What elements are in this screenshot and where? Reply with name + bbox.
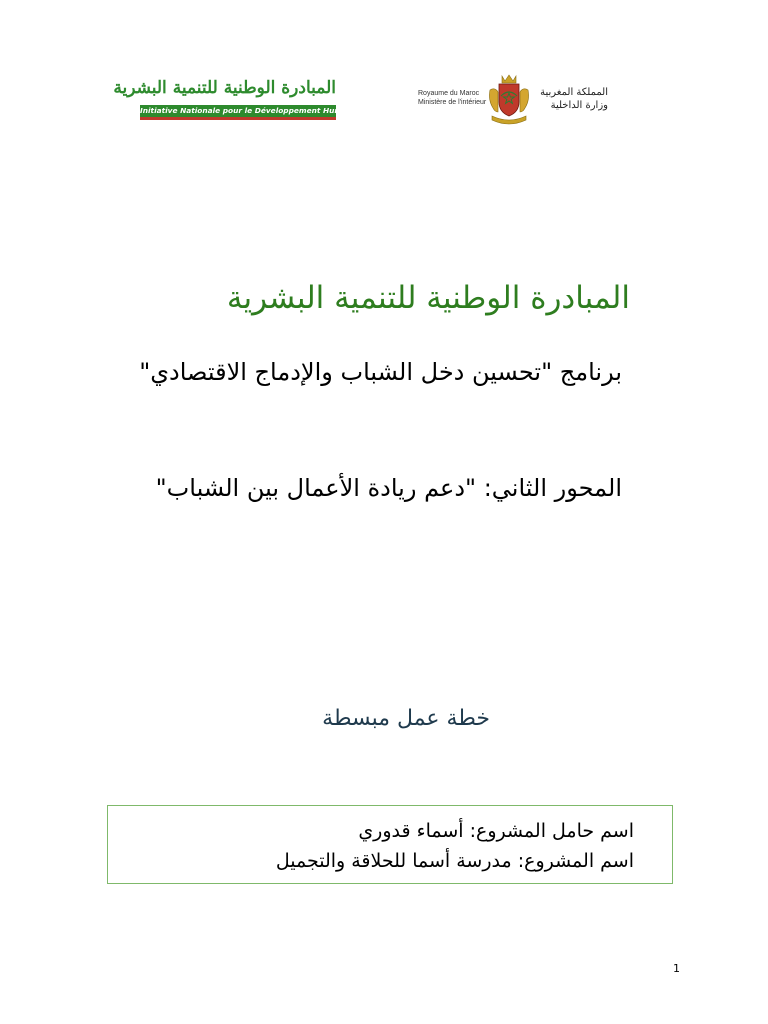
- indh-logo-arabic: المبادرة الوطنية للتنمية البشرية: [113, 78, 336, 98]
- indh-logo-underline: [140, 117, 336, 120]
- axis-title: المحور الثاني: "دعم ريادة الأعمال بين الشباب": [155, 474, 622, 502]
- plan-title: خطة عمل مبسطة: [322, 706, 490, 731]
- project-holder: اسم حامل المشروع: أسماء قدوري: [358, 820, 634, 842]
- coat-of-arms-icon: [486, 72, 532, 126]
- project-name: اسم المشروع: مدرسة أسما للحلاقة والتجميل: [275, 850, 634, 872]
- document-title: المبادرة الوطنية للتنمية البشرية: [226, 280, 630, 316]
- indh-logo: [113, 72, 355, 122]
- ministry-french-line1: Royaume du Maroc: [418, 90, 480, 97]
- program-title: برنامج "تحسين دخل الشباب والإدماج الاقتصادي": [139, 358, 622, 386]
- ministry-french-line2: Ministère de l'intérieur: [418, 99, 487, 106]
- ministry-arabic-line1: المملكة المغربية: [540, 87, 608, 98]
- indh-logo-french: Initiative Nationale pour le Développement Humain: [140, 106, 355, 115]
- project-info-box: [107, 805, 673, 884]
- ministry-arabic-line2: وزارة الداخلية: [550, 100, 608, 111]
- page-number: 1: [673, 962, 680, 975]
- ministry-arabic-text: [532, 86, 608, 112]
